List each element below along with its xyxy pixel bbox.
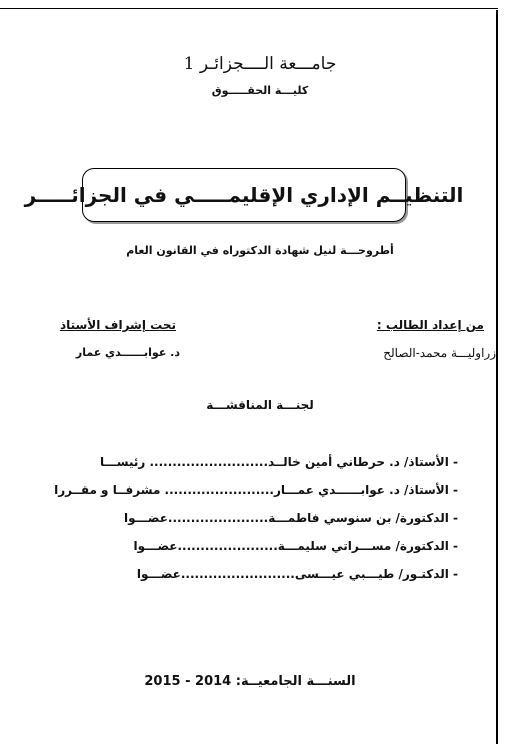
supervisor-name: د. عوابــــــدي عمار bbox=[75, 346, 180, 359]
page-right-border bbox=[496, 10, 498, 744]
university-name: جامـــعة الــــجزائـر 1 bbox=[183, 54, 337, 74]
prepared-by-label: من إعداد الطالب : bbox=[376, 318, 484, 332]
page-top-border bbox=[0, 8, 498, 9]
committee-member: - الدكتـور/ طيـــبي عيـــسى.........................عضـــوا bbox=[136, 567, 458, 581]
thesis-subtitle: أطروحـــة لنيل شهادة الدكتوراه في القانون العام bbox=[126, 244, 394, 257]
faculty-name: كليـــة الحقـــــوق bbox=[211, 84, 309, 97]
thesis-title: التنظيــم الإداري الإقليمـــــي في الجزائـــــر bbox=[24, 183, 464, 207]
committee-member: - الدكتورة/ بن سنوسي فاطمـــة......................عضـــوا bbox=[123, 511, 458, 525]
committee-member: - الأستاذ/ د. حرطاني أمين خالــد.......................... رئيســـا bbox=[99, 455, 458, 469]
committee-heading: لجنـــة المناقشـــة bbox=[206, 398, 314, 412]
student-name: زراوليـــة محمد-الصالح bbox=[383, 346, 496, 360]
committee-member: - الأستاذ/ د. عوابــــــدي عمـــار........................ مشرفــا و مقــررا bbox=[54, 483, 458, 497]
academic-year: السنـــة الجامعيــة: 2014 - 2015 bbox=[144, 674, 356, 689]
thesis-title-box bbox=[24, 168, 464, 222]
committee-member: - الدكتورة/ مســـراتي سليمـــة......................عضـــوا bbox=[133, 539, 458, 553]
supervision-label: تحت إشراف الأستاذ bbox=[59, 318, 176, 332]
